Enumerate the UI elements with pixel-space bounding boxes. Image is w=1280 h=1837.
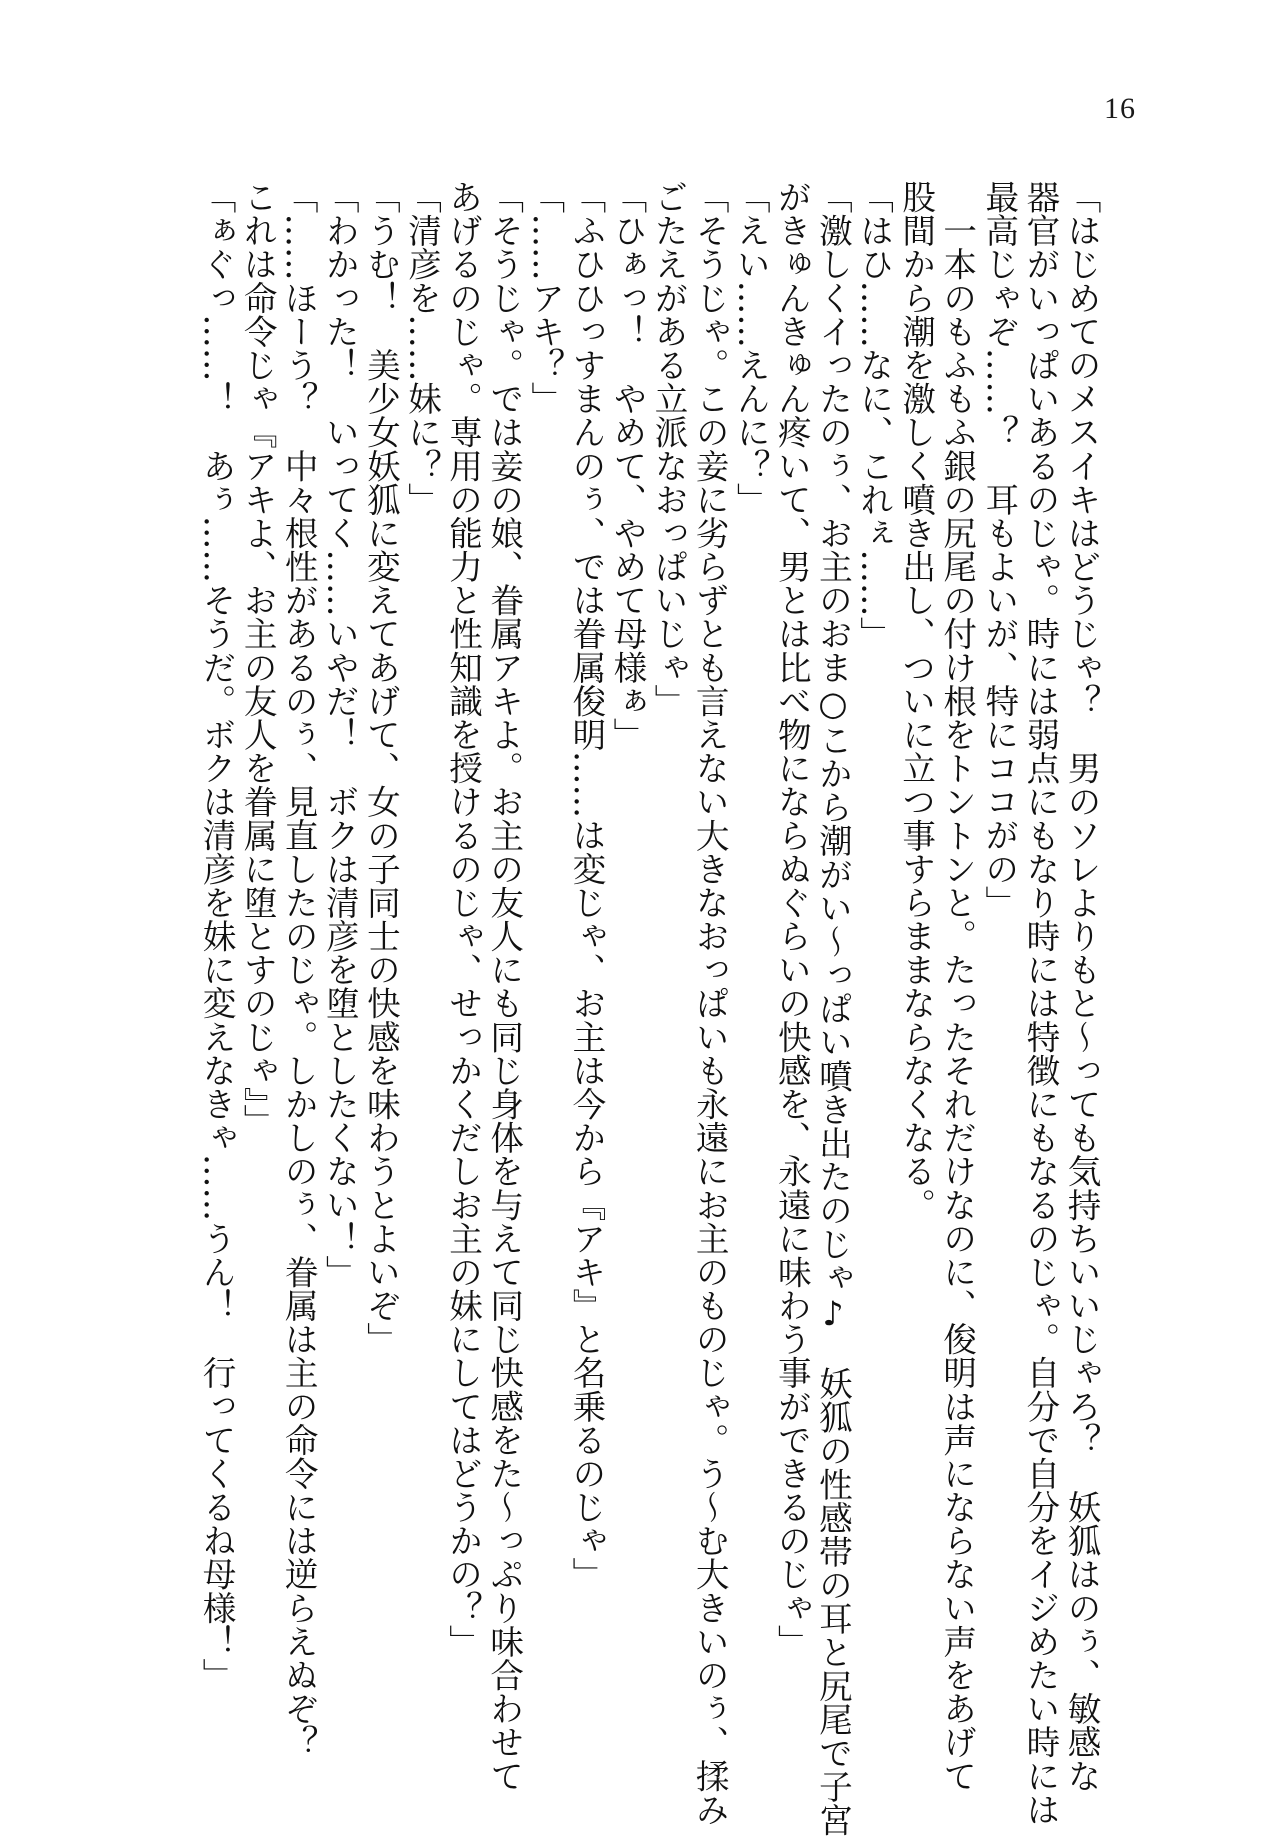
text-line: 「激しくイったのぅ、お主のおま○こから潮がい～っぱい噴き出たのじゃ♪ 妖狐の性感帯の耳と尻尾で子宮 [813, 180, 853, 1837]
text-line: 「はじめてのメスイキはどうじゃ？ 男のソレよりもと～っても気持ちいいじゃろ？ 妖狐はのぅ、敏感な [1062, 180, 1101, 1793]
text-line: 「そうじゃ。この妾に劣らずとも言えない大きなおっぱいも永遠にお主のものじゃ。う～む大きいのぅ、揉み [690, 180, 730, 1826]
text-line: 「清彦を……妹に？」 [402, 180, 442, 516]
page-number: 16 [1104, 92, 1136, 125]
text-line: 器官がいっぱいあるのじゃ。時には弱点にもなり時には特徴にもなるのじゃ。自分で自分をイジめたい時には [1020, 180, 1060, 1826]
text-line: 「ひぁっ！ やめて、やめて母様ぁ」 [607, 180, 647, 752]
text-line: 「……アキ？」 [525, 180, 565, 416]
text-line: これは命令じゃ『アキよ、お主の友人を眷属に堕とすのじゃ』」 [238, 180, 278, 1138]
text-line: 「うむ！ 美少女妖狐に変えてあげて、女の子同士の快感を味わうとよいぞ」 [361, 180, 401, 1356]
vertical-text-body [196, 180, 1102, 1837]
text-line: 「はひ……なに、これぇ……」 [854, 180, 894, 651]
text-line: 「ぁぐっ……！ あぅ……そうだ。ボクは清彦を妹に変えなきゃ……うん！ 行ってくるね母様！」 [197, 180, 237, 1692]
text-line: 股間から潮を激しく噴き出し、ついに立つ事すらままならなくなる。 [896, 180, 936, 1222]
text-line: 一本のもふもふ銀の尻尾の付け根をトントンと。たったそれだけなのに、俊明は声にならない声をあげて [937, 180, 977, 1793]
text-line: 最高じゃぞ……？ 耳もよいが、特にココがの」 [979, 180, 1019, 919]
text-line: 「わかった！ いってく……いやだ！ ボクは清彦を堕としたくない！」 [320, 180, 360, 1289]
text-line: がきゅんきゅん疼いて、男とは比べ物にならぬぐらいの快感を、永遠に味わう事ができるのじゃ」 [772, 180, 812, 1658]
text-line: 「えい……えんに？」 [731, 180, 771, 516]
text-line: 「ふひひっすまんのぅ、では眷属俊明……は変じゃ、お主は今から『アキ』と名乗るのじゃ」 [566, 180, 606, 1591]
text-line: 「……ほーう？ 中々根性があるのぅ、見直したのじゃ。しかしのぅ、眷属は主の命令には逆らえぬぞ？ [279, 180, 319, 1759]
text-line: あげるのじゃ。専用の能力と性知識を授けるのじゃ、せっかくだしお主の妹にしてはどうかの？」 [443, 180, 483, 1658]
text-line: ごたえがある立派なおっぱいじゃ」 [649, 180, 689, 718]
text-line: 「そうじゃ。では妾の娘、眷属アキよ。お主の友人にも同じ身体を与えて同じ快感をた～っぷり味合わせて [484, 180, 524, 1793]
